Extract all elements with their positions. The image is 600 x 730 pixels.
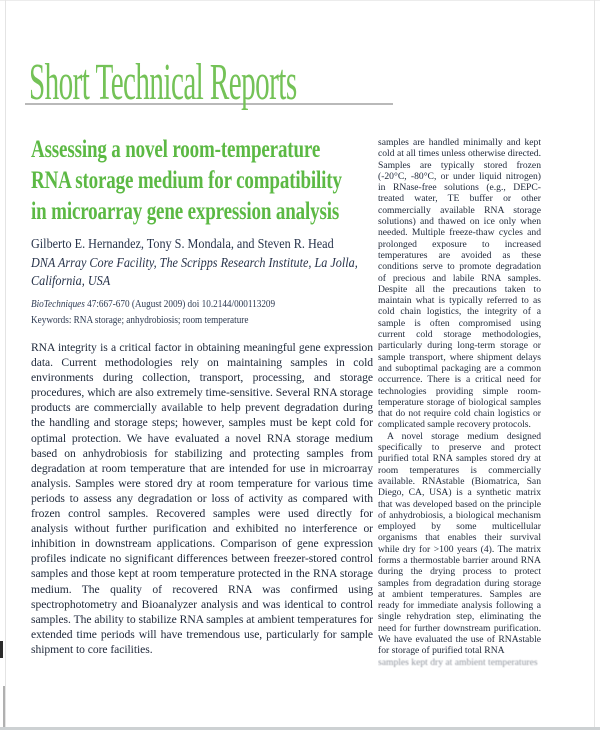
body-paragraph-2: A novel storage medium designed specifically to preserve and protect purified total RNA samples stored dry at room temperatures is commercially available. RNAstable (Biomatrica, San Diego, CA, USA) is a synthetic matrix that was developed based on the principle of anhydrobiosis, a biological mechanism employed by some multicellular organisms that enables their survival while dry for >100 years (4). The matrix forms a thermostable barrier around RNA during the drying process to protect samples from degradation during storage at ambient temperatures. Samples are ready for immediate analysis following a single rehydration step, eliminating the need for further downstream purification. We have evaluated the use of RNAstable for storage of purified total RNA [378,430,541,657]
authors: Gilberto E. Hernandez, Tony S. Mondala, and Steven R. Head [31,237,334,252]
page-edge-top [0,0,600,1]
article-title-line-3: in microarray gene expression analysis [31,198,340,225]
citation-rest: 47:667-670 (August 2009) doi 10.2144/000113209 [84,299,276,310]
affiliation-line-1: DNA Array Core Facility, The Scripps Research Institute, La Jolla, [31,255,358,271]
affiliation-line-2: California, USA [31,274,111,289]
article-title [31,134,342,227]
scan-artifact-dash [0,641,3,658]
body-paragraph-1: samples are handled minimally and kept cold at all times unless otherwise directed. Samples are typically stored frozen (-20°C, -80°C, or under liquid nitrogen) in RNase-free solutions (e.g., DEPC-treated water, TE buffer or other commercially available RNA storage solutions) and thawed on ice only when needed. Multiple freeze-thaw cycles and prolonged exposure to increased temperatures are avoided as these conditions serve to promote degradation of precious and labile RNA samples. Despite all the precautions taken to maintain what is typically referred to as cold chain logistics, the integrity of a sample is often compromised using current cold storage methodologies, particularly during long-term storage or sample transport, where shipment delays and suboptimal packaging are a common occurrence. There is a critical need for technologies providing simple room-temperature storage of biological samples that do not require cold chain logistics or complicated sample recovery protocols. [378,137,541,431]
journal-name: BioTechniques [31,299,85,310]
keywords-line: Keywords: RNA storage; anhydrobiosis; room temperature [31,314,249,326]
byline [31,236,358,292]
page-edge-right [594,0,595,730]
masthead-title: Short Technical Reports [29,54,297,111]
abstract-paragraph: RNA integrity is a critical factor in obtaining meaningful gene expression data. Current methodologies rely on maintaining samples in cold environments during collection, transport, processing, and storage procedures, which are also extremely time-sensitive. Several RNA storage products are commercially available to help prevent degradation during the handling and storage steps; however, samples must be kept cold for optimal protection. We have evaluated a novel RNA storage medium based on anhydrobiosis for stabilizing and protecting samples from degradation at room temperature that are intended for use in microarray analysis. Samples were stored dry at room temperature for various time periods to assess any degradation or loss of activity as compared with frozen control samples. Recovered samples were used directly for analysis without further purification and exhibited no interference or inhibition in downstream applications. Comparison of gene expression profiles indicate no significant differences between freezer-stored control samples and those kept at room temperature protected in the RNA storage medium. The quality of recovered RNA was confirmed using spectrophotometry and Bioanalyzer analysis and was identical to control samples. The ability to stabilize RNA samples at ambient temperatures for extended time periods will have tremendous use, particularly for sample shipment to core facilities. [31,341,373,656]
article-title-line-1: Assessing a novel room-temperature [31,136,321,163]
citation-block [31,297,275,328]
right-column [378,137,541,707]
citation-line [31,297,275,313]
scan-artifact-left-bottom [3,686,5,727]
clipped-continuation-line: samples kept dry at ambient temperatures [378,656,538,668]
article-title-line-2: RNA storage medium for compatibility [31,167,342,194]
page-edge-left [5,0,6,730]
